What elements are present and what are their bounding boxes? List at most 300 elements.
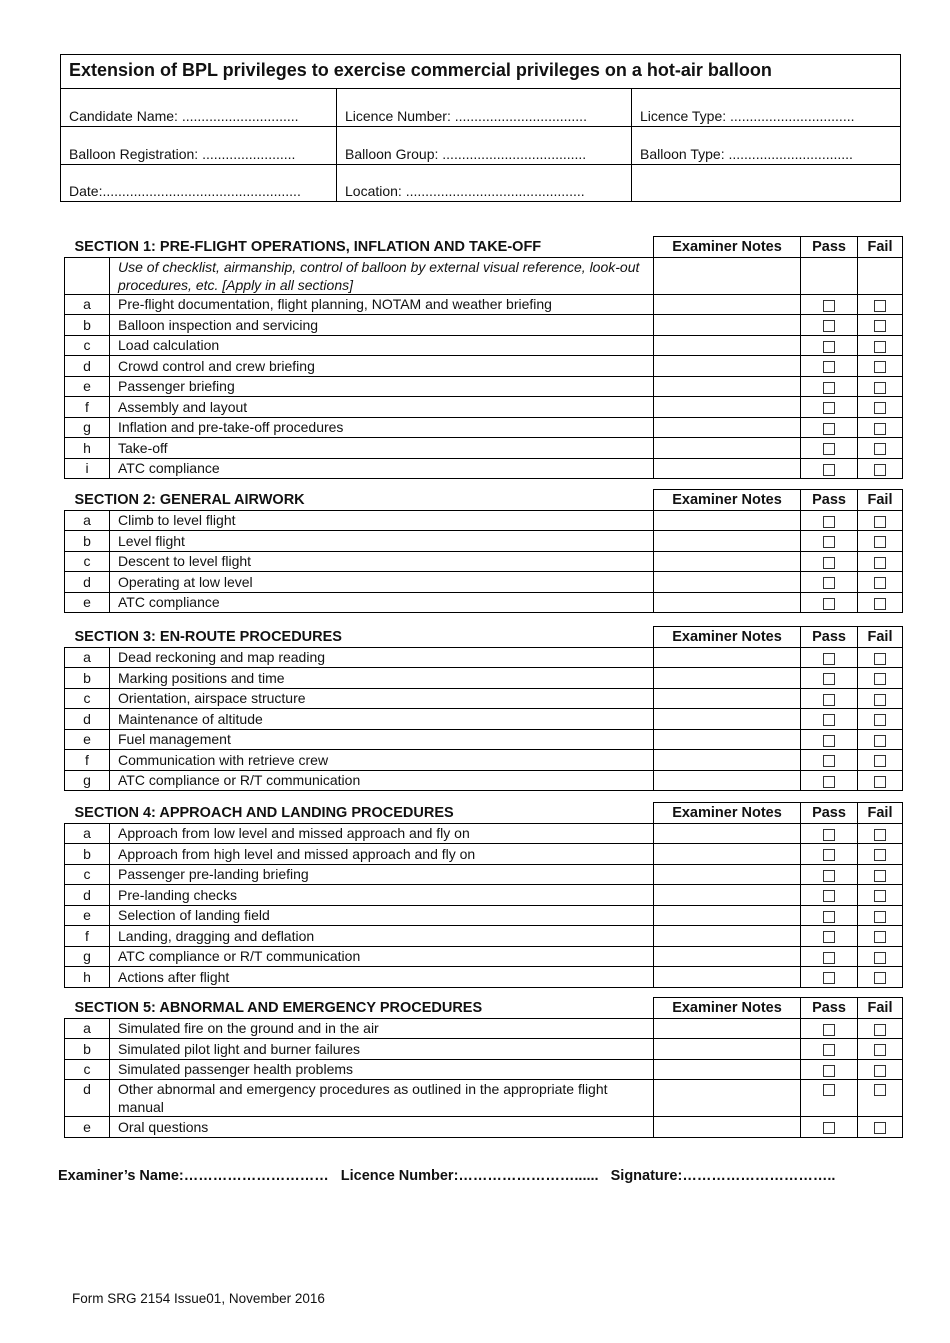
pass-checkbox[interactable] xyxy=(823,911,835,923)
pass-checkbox[interactable] xyxy=(823,443,835,455)
pass-cell xyxy=(801,770,858,791)
item-letter: h xyxy=(65,967,110,988)
fail-checkbox[interactable] xyxy=(874,516,886,528)
section-2 xyxy=(64,489,902,613)
table-row xyxy=(65,1039,903,1060)
examiner-notes-cell[interactable] xyxy=(654,905,801,926)
item-text: Communication with retrieve crew xyxy=(110,750,654,771)
item-letter: c xyxy=(65,864,110,885)
fail-header: Fail xyxy=(858,627,903,648)
pass-checkbox[interactable] xyxy=(823,870,835,882)
table-row xyxy=(65,668,903,689)
item-letter: a xyxy=(65,1018,110,1039)
fail-checkbox[interactable] xyxy=(874,341,886,353)
item-text: Simulated pilot light and burner failures xyxy=(110,1039,654,1060)
empty-cell xyxy=(632,165,900,201)
table-row xyxy=(65,551,903,572)
fail-cell xyxy=(858,572,903,593)
item-letter: a xyxy=(65,294,110,315)
fail-checkbox[interactable] xyxy=(874,300,886,312)
examiner-name-field[interactable]: Examiner’s Name:………………………… xyxy=(58,1168,329,1184)
fail-cell xyxy=(858,1117,903,1138)
item-text: Inflation and pre-take-off procedures xyxy=(110,417,654,438)
pass-header: Pass xyxy=(801,490,858,511)
examiner-notes-cell[interactable] xyxy=(654,844,801,865)
table-row xyxy=(65,335,903,356)
fail-cell xyxy=(858,864,903,885)
fail-cell xyxy=(858,729,903,750)
fail-cell xyxy=(858,709,903,730)
pass-checkbox[interactable] xyxy=(823,931,835,943)
fail-cell xyxy=(858,750,903,771)
candidate-details-box xyxy=(60,54,901,202)
section-table xyxy=(64,802,903,988)
pass-checkbox[interactable] xyxy=(823,361,835,373)
fail-cell xyxy=(858,315,903,336)
pass-checkbox[interactable] xyxy=(823,382,835,394)
table-row xyxy=(65,688,903,709)
fail-checkbox[interactable] xyxy=(874,443,886,455)
fail-checkbox[interactable] xyxy=(874,653,886,665)
item-letter: d xyxy=(65,1080,110,1117)
item-text: Pre-landing checks xyxy=(110,885,654,906)
fail-checkbox[interactable] xyxy=(874,735,886,747)
fail-cell xyxy=(858,417,903,438)
fail-checkbox[interactable] xyxy=(874,849,886,861)
date-field[interactable]: Date:................................................... xyxy=(61,165,337,201)
pass-checkbox[interactable] xyxy=(823,300,835,312)
fail-checkbox[interactable] xyxy=(874,577,886,589)
pass-cell xyxy=(801,864,858,885)
examiner-notes-cell[interactable] xyxy=(654,531,801,552)
pass-checkbox[interactable] xyxy=(823,952,835,964)
table-row xyxy=(65,294,903,315)
table-row xyxy=(65,315,903,336)
examiner-notes-cell[interactable] xyxy=(654,438,801,459)
item-letter: a xyxy=(65,823,110,844)
section-title: SECTION 2: GENERAL AIRWORK xyxy=(74,491,305,508)
fail-cell xyxy=(858,967,903,988)
fail-checkbox[interactable] xyxy=(874,776,886,788)
balloon-type-field[interactable]: Balloon Type: ................................ xyxy=(640,146,853,162)
pass-checkbox[interactable] xyxy=(823,1065,835,1077)
pass-checkbox[interactable] xyxy=(823,755,835,767)
examiner-notes-cell[interactable] xyxy=(654,510,801,531)
item-text: Oral questions xyxy=(110,1117,654,1138)
pass-checkbox[interactable] xyxy=(823,516,835,528)
item-text: Level flight xyxy=(110,531,654,552)
table-row xyxy=(65,257,903,294)
item-letter: c xyxy=(65,1059,110,1080)
item-letter: g xyxy=(65,946,110,967)
item-letter: f xyxy=(65,750,110,771)
section-table xyxy=(64,236,903,479)
item-text: ATC compliance xyxy=(110,592,654,613)
table-row xyxy=(65,356,903,377)
item-text: Assembly and layout xyxy=(110,397,654,418)
fail-header: Fail xyxy=(858,490,903,511)
item-text: Selection of landing field xyxy=(110,905,654,926)
table-row xyxy=(65,458,903,479)
item-letter: b xyxy=(65,844,110,865)
pass-checkbox[interactable] xyxy=(823,849,835,861)
pass-checkbox[interactable] xyxy=(823,1044,835,1056)
section-title: SECTION 3: EN-ROUTE PROCEDURES xyxy=(74,628,342,645)
balloon-registration-field[interactable]: Balloon Registration: ........................ xyxy=(61,127,337,164)
item-text: Climb to level flight xyxy=(110,510,654,531)
pass-checkbox[interactable] xyxy=(823,972,835,984)
pass-cell xyxy=(801,335,858,356)
item-letter: c xyxy=(65,335,110,356)
table-row xyxy=(65,376,903,397)
pass-cell xyxy=(801,946,858,967)
fail-checkbox[interactable] xyxy=(874,423,886,435)
table-row xyxy=(65,926,903,947)
fail-cell xyxy=(858,688,903,709)
pass-checkbox[interactable] xyxy=(823,536,835,548)
item-text: Simulated passenger health problems xyxy=(110,1059,654,1080)
item-letter: b xyxy=(65,1039,110,1060)
fail-checkbox[interactable] xyxy=(874,382,886,394)
item-text: Passenger briefing xyxy=(110,376,654,397)
pass-cell xyxy=(801,510,858,531)
fail-cell xyxy=(858,551,903,572)
item-text: ATC compliance xyxy=(110,458,654,479)
examiner-notes-header: Examiner Notes xyxy=(654,998,801,1019)
pass-checkbox[interactable] xyxy=(823,402,835,414)
item-text: Approach from low level and missed approach and fly on xyxy=(110,823,654,844)
item-text: Fuel management xyxy=(110,729,654,750)
examiner-notes-cell[interactable] xyxy=(654,551,801,572)
pass-checkbox[interactable] xyxy=(823,829,835,841)
pass-checkbox[interactable] xyxy=(823,1084,835,1096)
table-row xyxy=(65,885,903,906)
pass-checkbox[interactable] xyxy=(823,890,835,902)
examiner-notes-cell[interactable] xyxy=(654,750,801,771)
examiner-notes-header: Examiner Notes xyxy=(654,490,801,511)
pass-checkbox[interactable] xyxy=(823,1122,835,1134)
fail-cell xyxy=(858,1059,903,1080)
pass-cell xyxy=(801,647,858,668)
fail-checkbox[interactable] xyxy=(874,673,886,685)
pass-checkbox[interactable] xyxy=(823,673,835,685)
table-row xyxy=(65,417,903,438)
item-letter: b xyxy=(65,531,110,552)
examiner-notes-cell[interactable] xyxy=(654,823,801,844)
pass-checkbox[interactable] xyxy=(823,341,835,353)
pass-checkbox[interactable] xyxy=(823,598,835,610)
pass-cell xyxy=(801,729,858,750)
pass-cell xyxy=(801,257,858,294)
fail-checkbox[interactable] xyxy=(874,536,886,548)
table-row xyxy=(65,844,903,865)
pass-checkbox[interactable] xyxy=(823,653,835,665)
examiner-notes-header: Examiner Notes xyxy=(654,803,801,824)
item-text: Marking positions and time xyxy=(110,668,654,689)
pass-cell xyxy=(801,572,858,593)
pass-checkbox[interactable] xyxy=(823,776,835,788)
fail-cell xyxy=(858,257,903,294)
examiner-notes-cell[interactable] xyxy=(654,458,801,479)
section-5 xyxy=(64,997,902,1138)
item-letter: c xyxy=(65,551,110,572)
fail-cell xyxy=(858,1080,903,1117)
examiner-licence-number-field[interactable]: Licence Number:……………………...... xyxy=(340,1168,599,1184)
pass-cell xyxy=(801,397,858,418)
examiner-notes-cell[interactable] xyxy=(654,967,801,988)
pass-cell xyxy=(801,315,858,336)
item-text: Landing, dragging and deflation xyxy=(110,926,654,947)
item-letter: d xyxy=(65,885,110,906)
item-text: ATC compliance or R/T communication xyxy=(110,770,654,791)
fail-checkbox[interactable] xyxy=(874,714,886,726)
examiner-notes-cell[interactable] xyxy=(654,315,801,336)
item-letter: d xyxy=(65,709,110,730)
fail-header: Fail xyxy=(858,998,903,1019)
item-text: Descent to level flight xyxy=(110,551,654,572)
item-text: Other abnormal and emergency procedures as outlined in the appropriate flight manual xyxy=(110,1080,654,1117)
pass-cell xyxy=(801,531,858,552)
fail-checkbox[interactable] xyxy=(874,464,886,476)
examiner-notes-cell[interactable] xyxy=(654,335,801,356)
examiner-signature-line xyxy=(58,1168,843,1184)
fail-checkbox[interactable] xyxy=(874,1044,886,1056)
pass-cell xyxy=(801,905,858,926)
pass-cell xyxy=(801,688,858,709)
fail-checkbox[interactable] xyxy=(874,890,886,902)
item-letter: h xyxy=(65,438,110,459)
fail-checkbox[interactable] xyxy=(874,972,886,984)
item-letter: e xyxy=(65,376,110,397)
fail-cell xyxy=(858,510,903,531)
pass-checkbox[interactable] xyxy=(823,714,835,726)
fail-checkbox[interactable] xyxy=(874,1084,886,1096)
examiner-notes-cell[interactable] xyxy=(654,668,801,689)
item-letter: e xyxy=(65,1117,110,1138)
examiner-notes-cell[interactable] xyxy=(654,1117,801,1138)
table-row xyxy=(65,1059,903,1080)
item-text: Simulated fire on the ground and in the air xyxy=(110,1018,654,1039)
fail-cell xyxy=(858,1039,903,1060)
pass-checkbox[interactable] xyxy=(823,735,835,747)
fail-cell xyxy=(858,356,903,377)
fail-checkbox[interactable] xyxy=(874,931,886,943)
fail-checkbox[interactable] xyxy=(874,952,886,964)
fail-cell xyxy=(858,905,903,926)
pass-cell xyxy=(801,750,858,771)
pass-cell xyxy=(801,1080,858,1117)
fail-checkbox[interactable] xyxy=(874,402,886,414)
item-letter: c xyxy=(65,688,110,709)
form-reference: Form SRG 2154 Issue01, November 2016 xyxy=(72,1291,325,1306)
pass-cell xyxy=(801,438,858,459)
fail-cell xyxy=(858,844,903,865)
pass-checkbox[interactable] xyxy=(823,320,835,332)
section-table xyxy=(64,489,903,613)
details-row xyxy=(61,89,900,127)
pass-cell xyxy=(801,294,858,315)
table-row xyxy=(65,967,903,988)
balloon-group-field[interactable]: Balloon Group: ..................................... xyxy=(337,127,632,164)
pass-cell xyxy=(801,926,858,947)
examiner-notes-cell[interactable] xyxy=(654,572,801,593)
examiner-notes-cell[interactable] xyxy=(654,770,801,791)
table-row xyxy=(65,823,903,844)
table-row xyxy=(65,905,903,926)
examiner-notes-cell[interactable] xyxy=(654,647,801,668)
pass-header: Pass xyxy=(801,627,858,648)
licence-number-field[interactable]: Licence Number: .................................. xyxy=(337,89,632,126)
fail-cell xyxy=(858,335,903,356)
fail-cell xyxy=(858,397,903,418)
location-field[interactable]: Location: .............................................. xyxy=(337,165,632,201)
item-letter: a xyxy=(65,510,110,531)
section-title: SECTION 4: APPROACH AND LANDING PROCEDURES xyxy=(74,804,454,821)
examiner-notes-cell[interactable] xyxy=(654,1039,801,1060)
fail-checkbox[interactable] xyxy=(874,1122,886,1134)
fail-checkbox[interactable] xyxy=(874,829,886,841)
item-text: Maintenance of altitude xyxy=(110,709,654,730)
table-row xyxy=(65,1080,903,1117)
table-row xyxy=(65,946,903,967)
fail-checkbox[interactable] xyxy=(874,1065,886,1077)
signature-field[interactable]: Signature:………………………….. xyxy=(610,1168,836,1184)
pass-checkbox[interactable] xyxy=(823,464,835,476)
fail-checkbox[interactable] xyxy=(874,1024,886,1036)
fail-cell xyxy=(858,592,903,613)
item-letter: b xyxy=(65,315,110,336)
examiner-notes-cell[interactable] xyxy=(654,397,801,418)
fail-checkbox[interactable] xyxy=(874,911,886,923)
pass-cell xyxy=(801,356,858,377)
fail-cell xyxy=(858,1018,903,1039)
pass-cell xyxy=(801,1018,858,1039)
item-text: Actions after flight xyxy=(110,967,654,988)
examiner-notes-cell[interactable] xyxy=(654,1059,801,1080)
pass-header: Pass xyxy=(801,803,858,824)
fail-cell xyxy=(858,531,903,552)
fail-cell xyxy=(858,946,903,967)
item-text: Take-off xyxy=(110,438,654,459)
fail-checkbox[interactable] xyxy=(874,694,886,706)
item-letter: e xyxy=(65,592,110,613)
fail-cell xyxy=(858,926,903,947)
pass-checkbox[interactable] xyxy=(823,423,835,435)
section-table xyxy=(64,626,903,791)
table-row xyxy=(65,709,903,730)
item-letter: d xyxy=(65,572,110,593)
licence-type-field[interactable]: Licence Type: ................................ xyxy=(640,108,855,124)
item-text: Orientation, airspace structure xyxy=(110,688,654,709)
examiner-notes-cell[interactable] xyxy=(654,926,801,947)
pass-checkbox[interactable] xyxy=(823,577,835,589)
examiner-notes-cell[interactable] xyxy=(654,864,801,885)
fail-header: Fail xyxy=(858,237,903,258)
fail-checkbox[interactable] xyxy=(874,598,886,610)
examiner-notes-cell[interactable] xyxy=(654,1080,801,1117)
examiner-notes-cell[interactable] xyxy=(654,592,801,613)
section-4 xyxy=(64,802,902,988)
pass-cell xyxy=(801,823,858,844)
examiner-notes-header: Examiner Notes xyxy=(654,237,801,258)
table-row xyxy=(65,864,903,885)
fail-cell xyxy=(858,438,903,459)
item-letter: a xyxy=(65,647,110,668)
fail-cell xyxy=(858,668,903,689)
fail-cell xyxy=(858,770,903,791)
fail-cell xyxy=(858,376,903,397)
pass-header: Pass xyxy=(801,237,858,258)
section-1 xyxy=(64,236,901,479)
fail-cell xyxy=(858,458,903,479)
item-letter: f xyxy=(65,926,110,947)
fail-checkbox[interactable] xyxy=(874,361,886,373)
item-text: Load calculation xyxy=(110,335,654,356)
fail-checkbox[interactable] xyxy=(874,320,886,332)
examiner-notes-cell[interactable] xyxy=(654,356,801,377)
fail-checkbox[interactable] xyxy=(874,557,886,569)
examiner-notes-cell[interactable] xyxy=(654,729,801,750)
table-row xyxy=(65,592,903,613)
item-text: Operating at low level xyxy=(110,572,654,593)
pass-cell xyxy=(801,592,858,613)
item-text: Passenger pre-landing briefing xyxy=(110,864,654,885)
item-letter xyxy=(65,257,110,294)
section-title: SECTION 1: PRE-FLIGHT OPERATIONS, INFLATION AND TAKE-OFF xyxy=(74,238,542,255)
fail-cell xyxy=(858,647,903,668)
table-row xyxy=(65,510,903,531)
item-text: Pre-flight documentation, flight planning, NOTAM and weather briefing xyxy=(110,294,654,315)
examiner-notes-header: Examiner Notes xyxy=(654,627,801,648)
examiner-notes-cell[interactable] xyxy=(654,257,801,294)
item-letter: e xyxy=(65,729,110,750)
examiner-notes-cell[interactable] xyxy=(654,376,801,397)
examiner-notes-cell[interactable] xyxy=(654,417,801,438)
fail-checkbox[interactable] xyxy=(874,755,886,767)
examiner-notes-cell[interactable] xyxy=(654,688,801,709)
pass-cell xyxy=(801,967,858,988)
details-row xyxy=(61,165,900,201)
section-instructions: Use of checklist, airmanship, control of balloon by external visual reference, look-out procedures, etc. [Apply in all sections] xyxy=(110,257,654,294)
candidate-name-field[interactable]: Candidate Name: .............................. xyxy=(61,89,337,126)
examiner-notes-cell[interactable] xyxy=(654,946,801,967)
item-letter: b xyxy=(65,668,110,689)
examiner-notes-cell[interactable] xyxy=(654,294,801,315)
item-text: Crowd control and crew briefing xyxy=(110,356,654,377)
examiner-notes-cell[interactable] xyxy=(654,1018,801,1039)
examiner-notes-cell[interactable] xyxy=(654,709,801,730)
pass-checkbox[interactable] xyxy=(823,694,835,706)
item-letter: f xyxy=(65,397,110,418)
item-text: ATC compliance or R/T communication xyxy=(110,946,654,967)
item-letter: i xyxy=(65,458,110,479)
details-row xyxy=(61,127,900,165)
pass-checkbox[interactable] xyxy=(823,557,835,569)
examiner-notes-cell[interactable] xyxy=(654,885,801,906)
table-row xyxy=(65,572,903,593)
fail-cell xyxy=(858,885,903,906)
table-row xyxy=(65,397,903,418)
table-row xyxy=(65,750,903,771)
table-row xyxy=(65,770,903,791)
fail-checkbox[interactable] xyxy=(874,870,886,882)
pass-cell xyxy=(801,417,858,438)
pass-checkbox[interactable] xyxy=(823,1024,835,1036)
item-letter: g xyxy=(65,417,110,438)
pass-cell xyxy=(801,1039,858,1060)
item-letter: d xyxy=(65,356,110,377)
pass-cell xyxy=(801,551,858,572)
